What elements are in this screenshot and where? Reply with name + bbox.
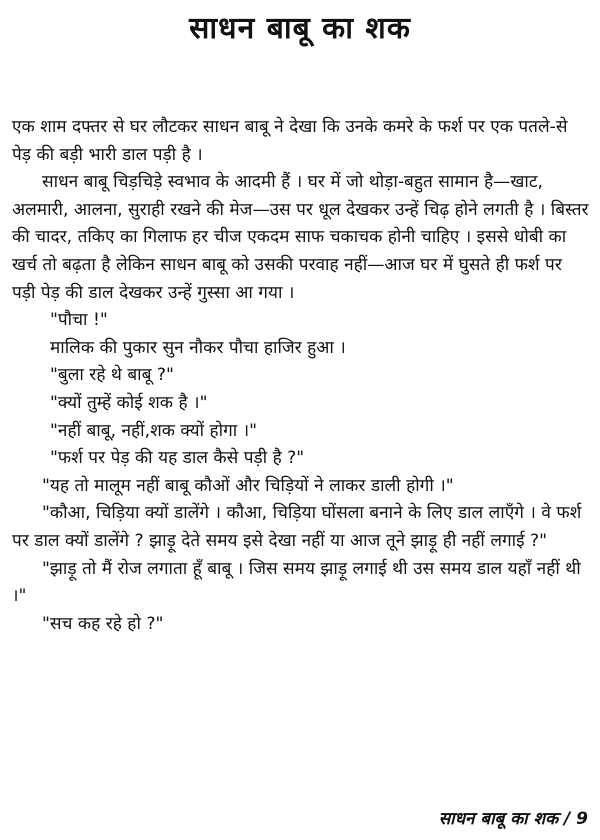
dialogue-line: "क्यों तुम्हें कोई शक है ।" <box>50 392 208 413</box>
dialogue-line: "यह तो मालूम नहीं बाबू कौओं और चिड़ियों ने लाकर डाली होगी ।" <box>42 475 454 496</box>
page-footer: साधन बाबू का शक / 9 <box>438 809 588 829</box>
narration-line: मालिक की पुकार सुन नौकर पौचा हाजिर हुआ । <box>50 337 346 358</box>
page-title: साधन बाबू का शक <box>189 11 411 46</box>
dialogue-line: "फर्श पर पेड़ की यह डाल कैसे पड़ी है ?" <box>50 448 305 469</box>
dialogue-line: "सच कह रहे हो ?" <box>42 613 164 634</box>
dialogue-paragraph: "कौआ, चिड़िया क्यों डालेंगे । कौआ, चिड़िया घोंसला बनाने के लिए डाल लाएँगे । वे फर्श पर डाल क्यों डालेंगे ? झाड़ू देते समय इसे देखा नहीं या आज तूने झाड़ू ही नहीं लगाई ?" <box>12 503 582 551</box>
dialogue-line: "पौचा !" <box>50 310 108 331</box>
paragraph-description: साधन बाबू चिड़चिड़े स्वभाव के आदमी हैं । घर में जो थोड़ा-बहुत सामान है—खाट, अलमारी, आलना, सुराही रखने की मेज—उस पर धूल देखकर उन्हें चिढ़ होने लगती है । बिस्तर की चादर, तकिए का गिलाफ हर चीज एकदम साफ चकाचक होनी चाहिए । इससे धोबी का खर्च तो बढ़ता है लेकिन साधन बाबू को उसकी परवाह नहीं—आज घर में घुसते ही फर्श पर पड़ी पेड़ की डाल देखकर उन्हें गुस्सा आ गया । <box>12 172 589 303</box>
dialogue-line: "बुला रहे थे बाबू ?" <box>50 365 174 386</box>
story-text <box>12 114 590 638</box>
dialogue-line: "नहीं बाबू, नहीं,शक क्यों होगा ।" <box>50 420 258 441</box>
paragraph-opening: एक शाम दफ्तर से घर लौटकर साधन बाबू ने देखा कि उनके कमरे के फर्श पर एक पतले-से पेड़ की बड़ी भारी डाल पड़ी है । <box>12 117 568 165</box>
dialogue-paragraph: "झाड़ू तो मैं रोज लगाता हूँ बाबू । जिस समय झाड़ू लगाई थी उस समय डाल यहाँ नहीं थी ।" <box>12 558 581 607</box>
